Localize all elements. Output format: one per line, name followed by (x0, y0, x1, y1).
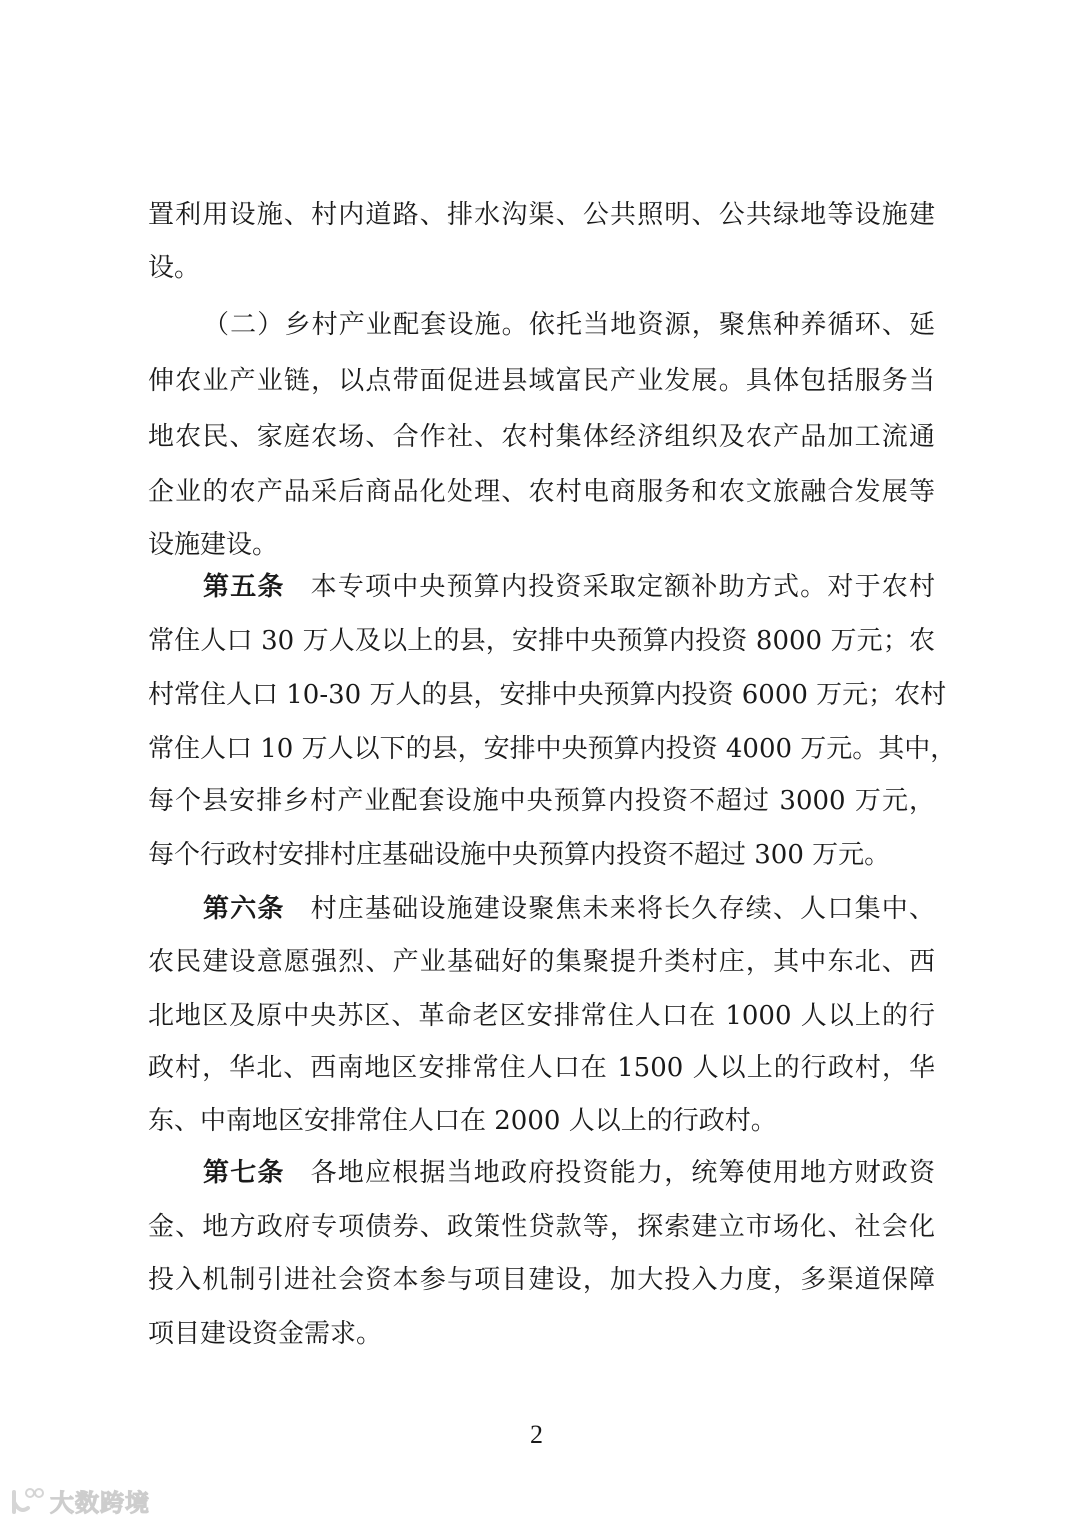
article-heading: 第五条 (203, 572, 285, 602)
text-line: 每个县安排乡村产业配套设施中央预算内投资不超过 3000 万元， (148, 786, 935, 816)
page-number: 2 (530, 1420, 543, 1449)
text-line: 村常住人口 10-30 万人的县，安排中央预算内投资 6000 万元；农村 (148, 680, 947, 710)
text-line: 东、中南地区安排常住人口在 2000 人以上的行政村。 (148, 1106, 777, 1136)
watermark-logo-icon (10, 1486, 44, 1516)
text-line: 农民建设意愿强烈、产业基础好的集聚提升类村庄，其中东北、西 (148, 947, 935, 977)
text-line: 企业的农产品采后商品化处理、农村电商服务和农文旅融合发展等 (148, 477, 935, 507)
text-line: 常住人口 30 万人及以上的县，安排中央预算内投资 8000 万元；农 (148, 626, 935, 656)
text-line: 项目建设资金需求。 (148, 1319, 383, 1349)
text-line: 每个行政村安排村庄基础设施中央预算内投资不超过 300 万元。 (148, 840, 891, 870)
text-line: 设施建设。 (148, 530, 279, 560)
text-line: 伸农业产业链，以点带面促进县域富民产业发展。具体包括服务当 (148, 366, 935, 396)
watermark (10, 1483, 150, 1518)
watermark-text: 大数跨境 (50, 1489, 150, 1517)
text-line: 投入机制引进社会资本参与项目建设，加大投入力度，多渠道保障 (148, 1265, 935, 1295)
article-heading: 第七条 (203, 1158, 285, 1188)
text-line: 北地区及原中央苏区、革命老区安排常住人口在 1000 人以上的行 (148, 1001, 935, 1031)
text-span: 本专项中央预算内投资采取定额补助方式。对于农村 (310, 572, 935, 602)
text-line: 设。 (148, 253, 201, 283)
text-line: 常住人口 10 万人以下的县，安排中央预算内投资 4000 万元。其中， (148, 734, 957, 764)
text-line: 置利用设施、村内道路、排水沟渠、公共照明、公共绿地等设施建 (148, 200, 935, 230)
text-line: 金、地方政府专项债券、政策性贷款等，探索建立市场化、社会化 (148, 1212, 935, 1242)
article-6-first-line (203, 891, 935, 927)
article-heading: 第六条 (203, 894, 285, 924)
text-span: 村庄基础设施建设聚焦未来将长久存续、人口集中、 (310, 894, 935, 924)
article-7-first-line (203, 1155, 935, 1191)
article-5-first-line (203, 569, 935, 605)
text-span: 各地应根据当地政府投资能力，统筹使用地方财政资 (310, 1158, 935, 1188)
text-line: （二）乡村产业配套设施。依托当地资源，聚焦种养循环、延 (203, 310, 935, 340)
text-line: 政村，华北、西南地区安排常住人口在 1500 人以上的行政村，华 (148, 1053, 935, 1083)
text-line: 地农民、家庭农场、合作社、农村集体经济组织及农产品加工流通 (148, 422, 935, 452)
